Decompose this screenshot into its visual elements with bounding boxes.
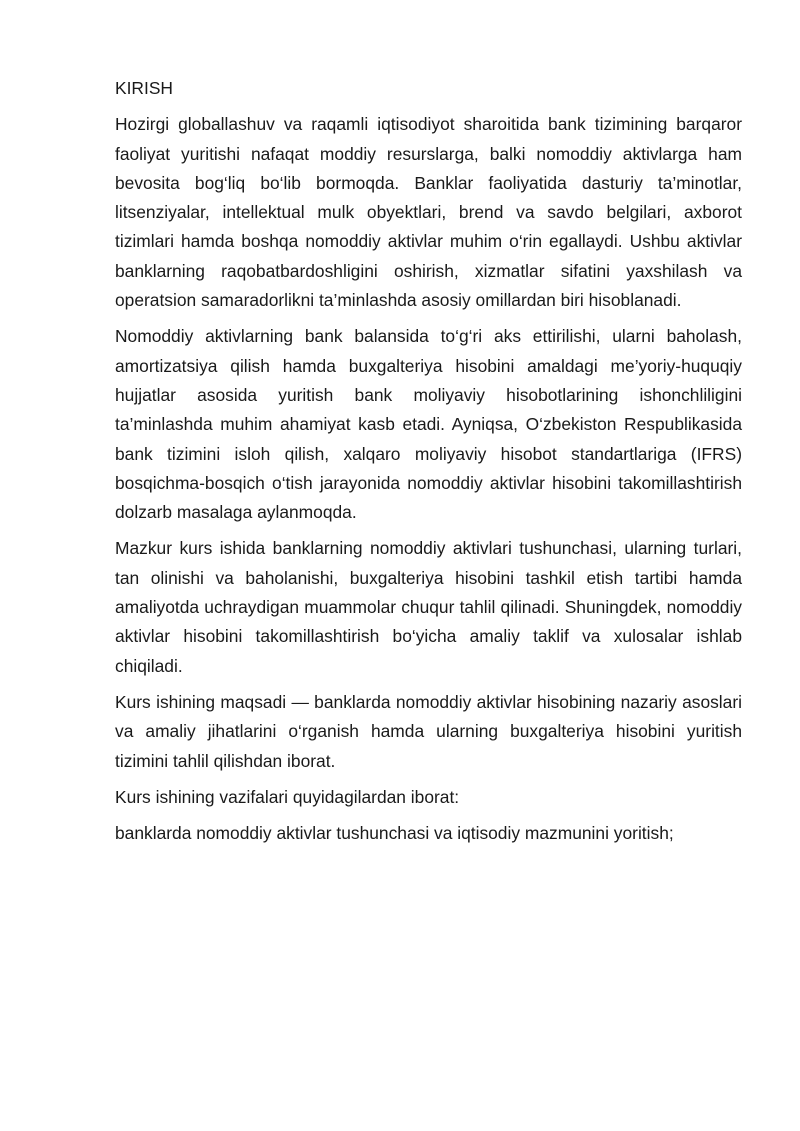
- paragraph-balance: Nomoddiy aktivlarning bank balansida to‘g‘ri aks ettirilishi, ularni baholash, amortizatsiya qilish hamda buxgalteriya hisobini amaldagi me’yoriy-huquqiy hujjatlar asosida yuritish bank moliyaviy hisobotlarining ishonchliligini ta’minlashda muhim ahamiyat kasb etadi. Ayniqsa, O‘zbekiston Respublikasida bank tizimini isloh qilish, xalqaro moliyaviy hisobot standartlariga (IFRS) bosqichma-bosqich o‘tish jarayonida nomoddiy aktivlar hisobini takomillashtirish dolzarb masalaga aylanmoqda.: [115, 326, 742, 523]
- paragraph-course-scope: Mazkur kurs ishida banklarning nomoddiy aktivlari tushunchasi, ularning turlari, tan olinishi va baholanishi, buxgalteriya hisobini tashkil etish tartibi hamda amaliyotda uchraydigan muammolar chuqur tahlil qilinadi. Shuningdek, nomoddiy aktivlar hisobini takomillashtirish bo‘yicha amaliy taklif va xulosalar ishlab chiqiladi.: [115, 538, 742, 676]
- paragraph-task-item: banklarda nomoddiy aktivlar tushunchasi va iqtisodiy mazmunini yoritish;: [115, 823, 674, 844]
- paragraph-course-goal: Kurs ishining maqsadi — banklarda nomoddiy aktivlar hisobining nazariy asoslari va amaliy jihatlarini o‘rganish hamda ularning buxgalteriya hisobini yuritish tizimini tahlil qilishdan iborat.: [115, 691, 742, 771]
- section-heading: KIRISH: [115, 78, 173, 98]
- paragraph-intro: Hozirgi globallashuv va raqamli iqtisodiyot sharoitida bank tizimining barqaror faoliyat yuritishi nafaqat moddiy resurslarga, balki nomoddiy aktivlarga ham bevosita bog‘liq bo‘lib bormoqda. Banklar faoliyatida dasturiy ta’minotlar, litsenziyalar, intellektual mulk obyektlari, brend va savdo belgilari, axborot tizimlari hamda boshqa nomoddiy aktivlar muhim o‘rin egallaydi. Ushbu aktivlar banklarning raqobatbardoshligini oshirish, xizmatlar sifatini yaxshilash va operatsion samaradorlikni ta’minlashda asosiy omillardan biri hisoblanadi.: [115, 114, 742, 311]
- paragraph-tasks-intro: Kurs ishining vazifalari quyidagilardan iborat:: [115, 786, 460, 807]
- document-body: [115, 74, 742, 855]
